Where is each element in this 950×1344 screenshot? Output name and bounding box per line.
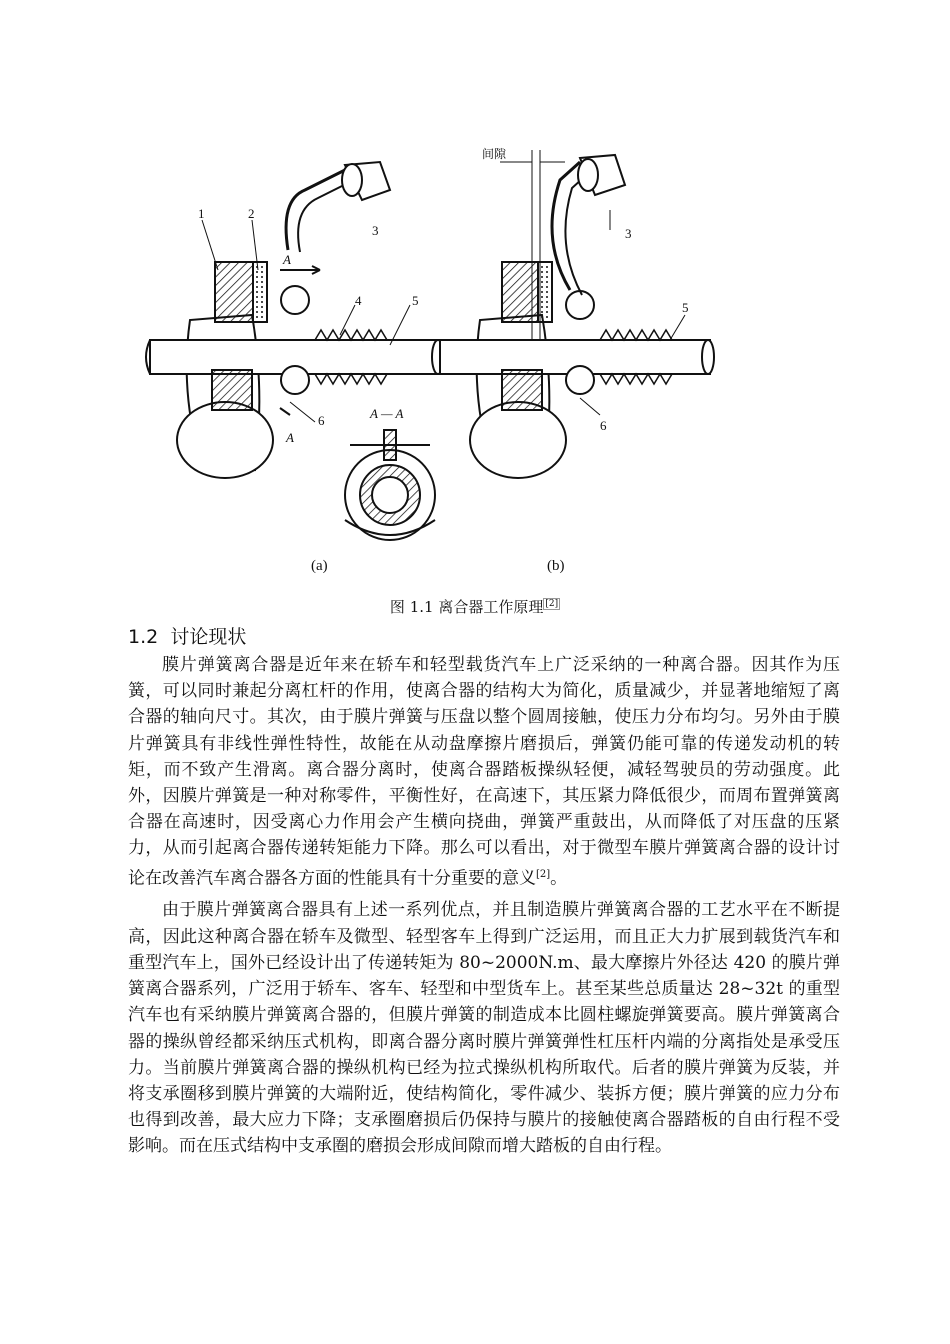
release-lever-a: [286, 170, 345, 250]
subfigure-label-a: (a): [311, 558, 328, 574]
citation-ref: [2]: [536, 868, 551, 880]
label-3a: 3: [372, 223, 379, 238]
paragraph-1: [128, 652, 840, 891]
label-6b: 6: [600, 418, 607, 433]
clutch-figure: [140, 140, 720, 560]
label-3b: 3: [625, 226, 632, 241]
section-heading: [128, 622, 246, 649]
label-5b: 5: [682, 300, 689, 315]
section-number: 1.2: [128, 626, 159, 648]
clutch-drawing-b: [440, 150, 714, 478]
body-text: [128, 652, 840, 1166]
clutch-drawing-a: [146, 162, 444, 540]
label-2: 2: [248, 206, 255, 221]
pressure-plate-b: [502, 262, 538, 322]
section-aa: [345, 430, 435, 540]
spring-a: [315, 330, 387, 340]
subfigure-label-b: (b): [547, 558, 565, 574]
gap-label: 间隙: [482, 147, 507, 161]
label-6a: 6: [318, 413, 325, 428]
label-4: 4: [355, 293, 362, 308]
paragraph-1-end: 。: [550, 868, 568, 889]
section-aa-label: A — A: [370, 406, 404, 421]
clutch-diagram: [140, 140, 720, 560]
section-title: 讨论现状: [170, 626, 247, 648]
figure-caption: [0, 596, 950, 617]
label-A-top: A: [283, 252, 291, 267]
label-5a: 5: [412, 293, 419, 308]
spring-b: [600, 330, 672, 340]
paragraph-2: 由于膜片弹簧离合器具有上述一系列优点，并且制造膜片弹簧离合器的工艺水平在不断提高，因此这种离合器在轿车及微型、轻型客车上得到广泛运用，而且正大力扩展到载货汽车和重型汽车上，国外已经设计出了传递转矩为 80~2000N.m、最大摩擦片外径达 420 的膜片弹簧离合器系列，广泛用于轿车、客车、轻型和中型货车上。甚至某些总质量达 28~32t 的重型汽车也有采纳膜片弹簧离合器的，但膜片弹簧的制造成本比圆柱螺旋弹簧要高。膜片弹簧离合器的操纵曾经都采纳压式机构，即离合器分离时膜片弹簧弹性杠压杆内端的分离指处是承受压力。当前膜片弹簧离合器的操纵机构已经为拉式操纵机构所取代。后者的膜片弹簧为反装，并将支承圈移到膜片弹簧的大端附近，使结构简化，零件减少、装拆方便；膜片弹簧的应力分布也得到改善，最大应力下降；支承圈磨损后仍保持与膜片的接触使离合器踏板的自由行程不受影响。而在压式结构中支承圈的磨损会形成间隙而增大踏板的自由行程。: [128, 900, 840, 1157]
pressure-plate-a: [215, 262, 253, 322]
label-A-bottom: A: [286, 430, 294, 445]
figure-caption-ref: [2]: [545, 599, 559, 609]
paragraph-1-text: 膜片弹簧离合器是近年来在轿车和轻型载货汽车上广泛采纳的一种离合器。因其作为压簧，可以同时兼起分离杠杆的作用，使离合器的结构大为简化，质量减少，并显著地缩短了离合器的轴向尺寸。其次，由于膜片弹簧与压盘以整个圆周接触，使压力分布均匀。另外由于膜片弹簧具有非线性弹性特性，故能在从动盘摩擦片磨损后，弹簧仍能可靠的传递发动机的转矩，而不致产生滑离。离合器分离时，使离合器踏板操纵轻便，减轻驾驶员的劳动强度。此外，因膜片弹簧是一种对称零件，平衡性好，在高速下，其压紧力降低很少，而周布置弹簧离合器在高速时，因受离心力作用会产生横向挠曲，弹簧严重鼓出，从而降低了对压盘的压紧力，从而引起离合器传递转矩能力下降。那么可以看出，对于微型车膜片弹簧离合器的设计讨论在改善汽车离合器各方面的性能具有十分重要的意义: [128, 655, 840, 889]
label-1: 1: [198, 206, 205, 221]
figure-caption-text: 图 1.1 离合器工作原理: [389, 598, 544, 616]
